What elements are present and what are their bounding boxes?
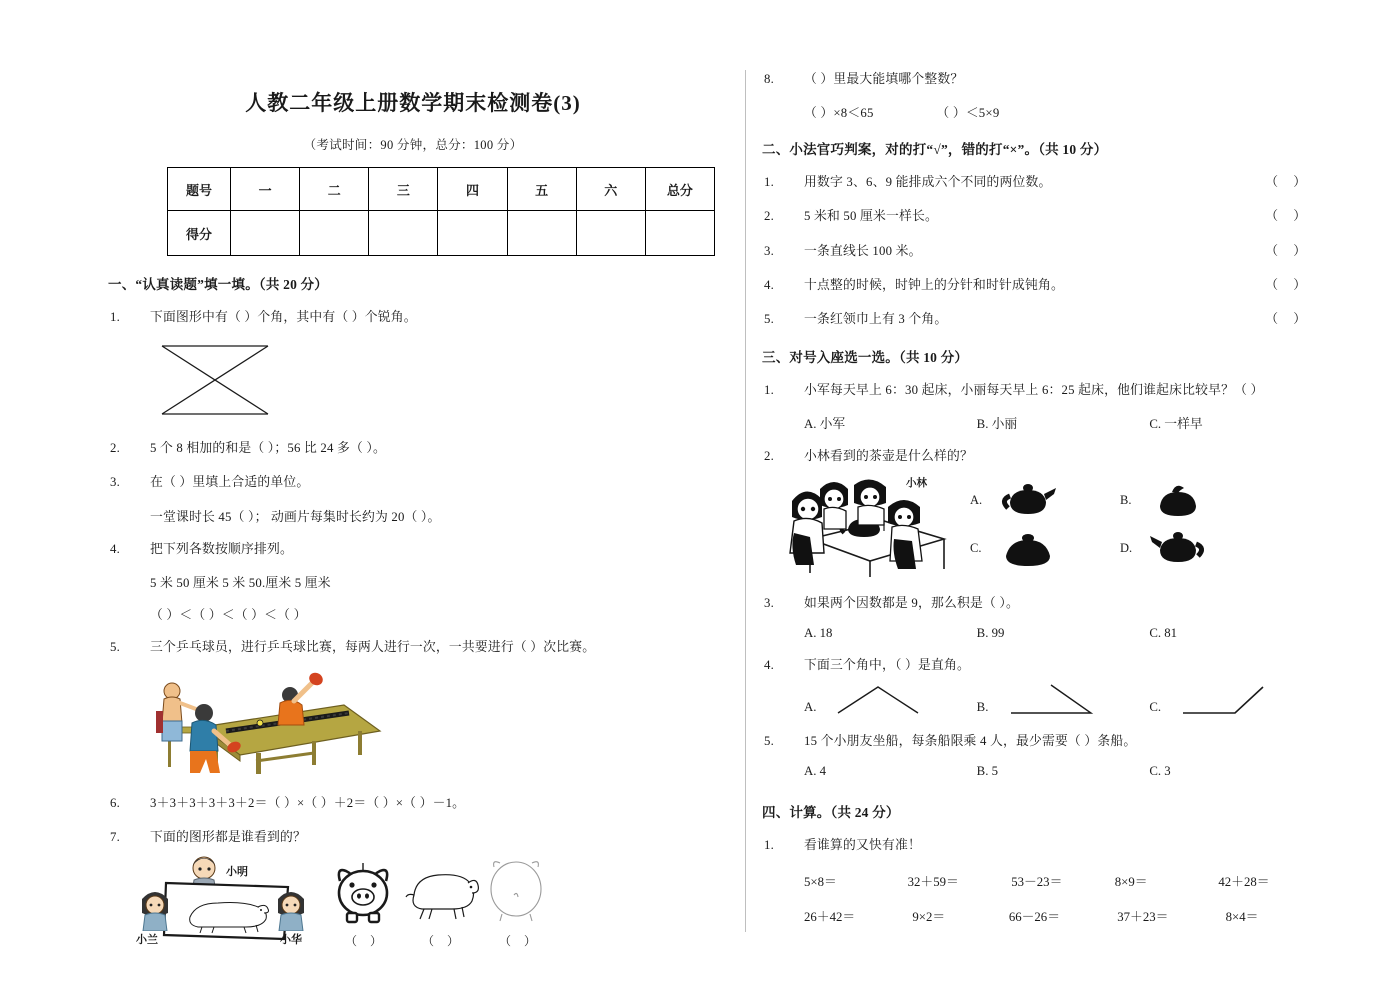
pig-front-view <box>330 859 402 949</box>
teapot-top-view-icon <box>1146 480 1208 522</box>
teapot-options <box>970 477 1270 573</box>
score-cell-4[interactable] <box>438 211 507 256</box>
section-3-heading: 三、对号入座选一选。（共 10 分） <box>762 350 969 366</box>
section3-question-3 <box>762 594 1322 613</box>
kids-around-picture <box>136 857 330 949</box>
option-b[interactable]: B. 99 <box>976 625 1005 640</box>
judge-answer-blank[interactable]: （ ） <box>1265 209 1312 224</box>
option-c[interactable]: C. 一样早 <box>1149 417 1203 432</box>
table-row-header <box>168 168 715 211</box>
score-table-col-1: 一 <box>231 168 300 211</box>
question-text: 如果两个因数都是 9，那么积是（ ）。 <box>804 595 1019 610</box>
label-xiaohua: 小华 <box>280 934 302 947</box>
section3-question-1-options <box>762 413 1322 432</box>
question-number: 3. <box>764 243 774 258</box>
score-cell-2[interactable] <box>300 211 369 256</box>
section1-question-3-line2: 一堂课时长 45（ ）； 动画片每集时长约为 20（ ）。 <box>150 509 441 524</box>
section-4-heading: 四、计算。（共 24 分） <box>762 805 900 821</box>
score-cell-total[interactable] <box>645 211 714 256</box>
question-number: 2. <box>110 441 120 456</box>
question-number: 3. <box>110 475 120 490</box>
question-number: 4. <box>764 277 774 292</box>
exam-subtitle: （考试时间：90 分钟，总分：100 分） <box>303 138 523 152</box>
section3-question-4 <box>762 656 1322 675</box>
label-xiaoming: 小明 <box>226 866 248 879</box>
section3-question-5-options <box>762 764 1322 779</box>
score-table-col-3: 三 <box>369 168 438 211</box>
score-table-row-label-2: 得分 <box>168 211 231 256</box>
section2-item-1 <box>762 173 1322 192</box>
calc-row-1 <box>762 871 1322 890</box>
pig-rear-view <box>484 859 556 949</box>
section2-item-4 <box>762 276 1322 295</box>
calc-row-2 <box>762 906 1322 925</box>
option-c[interactable]: C. 3 <box>1149 764 1171 779</box>
score-table-col-5: 五 <box>507 168 576 211</box>
option-letter-c: C. <box>1149 699 1162 714</box>
option-letter-b: B. <box>1120 493 1132 507</box>
section1-question-4 <box>108 540 718 559</box>
section1-question-6 <box>108 794 718 813</box>
table-row-score <box>168 211 715 256</box>
section3-question-3-options <box>762 626 1322 641</box>
section1-question-8-line2 <box>762 102 1322 121</box>
question-text: 十点整的时候，时钟上的分针和时针成钝角。 <box>804 277 1064 292</box>
section1-question-5 <box>108 638 718 657</box>
bowtie-angle-figure <box>156 341 718 424</box>
girl-xiaolan-icon <box>138 887 172 931</box>
section3-question-1 <box>762 381 1322 400</box>
section4-question-1 <box>762 836 1322 855</box>
section-2-heading: 二、小法官巧判案，对的打“√”，错的打“×”。（共 10 分） <box>762 142 1108 158</box>
angle-option-c[interactable] <box>1149 683 1322 717</box>
question-number: 2. <box>764 449 774 464</box>
calc-item[interactable]: 8×9＝ <box>1114 875 1148 890</box>
pig-side-answer[interactable]: （ ） <box>421 934 464 949</box>
inequality-b: （ ）＜5×9 <box>936 106 1000 121</box>
calc-item[interactable]: 37＋23＝ <box>1117 910 1169 925</box>
right-column <box>762 70 1322 925</box>
label-xiaolan: 小兰 <box>136 934 158 947</box>
pig-rear-answer[interactable]: （ ） <box>498 934 541 949</box>
teapot-side-spout-right-icon <box>996 480 1058 522</box>
section1-question-1 <box>108 308 718 327</box>
section1-question-2 <box>108 439 718 458</box>
question-text: 5 个 8 相加的和是（ ）；56 比 24 多（ ）。 <box>150 441 386 456</box>
question-number: 5. <box>764 311 774 326</box>
question-text: 下面的图形都是谁看到的？ <box>150 830 306 845</box>
calc-item[interactable]: 9×2＝ <box>912 910 946 925</box>
question-number: 1. <box>764 838 774 853</box>
pig-viewpoints-figure <box>136 857 718 949</box>
table-tennis-icon <box>144 669 384 774</box>
question-text: 小林看到的茶壶是什么样的？ <box>804 449 973 464</box>
teapot-option-a[interactable] <box>970 480 1120 522</box>
score-cell-3[interactable] <box>369 211 438 256</box>
bowtie-icon <box>156 341 274 419</box>
option-b[interactable]: B. 5 <box>976 764 999 779</box>
section1-question-7 <box>108 828 718 847</box>
question-text: 三个乒乓球员，进行乒乓球比赛，每两人进行一次，一共要进行（ ）次比赛。 <box>150 639 596 654</box>
question-number: 8. <box>764 72 774 86</box>
question-number: 1. <box>110 310 120 324</box>
pig-front-answer[interactable]: （ ） <box>344 934 387 949</box>
inequality-a: （ ）×8＜65 <box>804 106 874 121</box>
teapot-option-b[interactable] <box>1120 480 1270 522</box>
acute-angle-icon <box>834 683 926 717</box>
girl-xiaohua-icon <box>274 887 308 931</box>
question-text: 下面三个角中，（ ）是直角。 <box>804 657 970 672</box>
teapot-side-spout-left-icon <box>1146 528 1208 570</box>
option-letter-b: B. <box>976 699 989 714</box>
teapot-option-d[interactable] <box>1120 528 1270 570</box>
option-a[interactable]: A. 小军 <box>804 417 846 432</box>
pig-rear-icon <box>484 859 548 925</box>
option-letter-a: A. <box>970 493 983 507</box>
option-c[interactable]: C. 81 <box>1149 625 1178 640</box>
teapot-front-view-icon <box>996 528 1058 570</box>
score-cell-6[interactable] <box>576 211 645 256</box>
score-table-col-4: 四 <box>438 168 507 211</box>
option-letter-a: A. <box>804 699 817 714</box>
pig-side-view <box>402 859 484 949</box>
question-text: 小军每天早上 6：30 起床，小丽每天早上 6：25 起床，他们谁起床比较早？（ ） <box>804 383 1264 398</box>
pingpong-illustration <box>144 669 718 779</box>
question-text: 15 个小朋友坐船，每条船限乘 4 人，最少需要（ ）条船。 <box>804 733 1137 748</box>
page-title: 人教二年级上册数学期末检测卷(3) <box>245 91 581 115</box>
calc-item[interactable]: 66－26＝ <box>1008 910 1060 925</box>
section1-question-3 <box>108 473 718 492</box>
left-column <box>108 60 718 949</box>
question-number: 1. <box>764 175 774 190</box>
section-1-heading: 一、“认真读题”填一填。（共 20 分） <box>108 277 328 292</box>
question-number: 5. <box>110 639 120 654</box>
option-a[interactable]: A. 18 <box>804 625 833 640</box>
judge-answer-blank[interactable]: （ ） <box>1265 311 1312 326</box>
section2-item-5 <box>762 310 1322 329</box>
calc-item[interactable]: 26＋42＝ <box>804 910 856 925</box>
score-table <box>167 167 715 256</box>
question-number: 3. <box>764 595 774 610</box>
angle-option-a[interactable] <box>804 683 977 717</box>
calc-item[interactable]: 42＋28＝ <box>1218 875 1270 890</box>
calc-item[interactable]: 8×4＝ <box>1225 910 1259 925</box>
question-number: 4. <box>764 657 774 672</box>
option-b[interactable]: B. 小丽 <box>976 417 1018 432</box>
calc-item[interactable]: 53－23＝ <box>1011 875 1063 890</box>
option-letter-c: C. <box>970 541 982 555</box>
question-number: 5. <box>764 733 774 748</box>
question-number: 2. <box>764 209 774 224</box>
pig-side-icon <box>402 859 480 925</box>
angle-option-b[interactable] <box>977 683 1150 717</box>
score-table-row-label: 题号 <box>168 168 231 211</box>
question-text: 把下列各数按顺序排列。 <box>150 541 293 556</box>
question-text: 看谁算的又快有准！ <box>804 838 921 853</box>
score-table-col-total: 总分 <box>645 168 714 211</box>
calc-item[interactable]: 32＋59＝ <box>907 875 959 890</box>
judge-answer-blank[interactable]: （ ） <box>1265 175 1312 190</box>
column-divider <box>745 70 746 932</box>
section1-question-8 <box>762 70 1322 89</box>
question-text: 下面图形中有（ ）个角，其中有（ ）个锐角。 <box>150 310 417 324</box>
score-cell-5[interactable] <box>507 211 576 256</box>
question-number: 7. <box>110 830 120 845</box>
question-text: 在（ ）里填上合适的单位。 <box>150 475 310 490</box>
obtuse-angle-icon <box>1179 683 1271 717</box>
label-xiaolin: 小林 <box>906 477 927 489</box>
question-text: 用数字 3、6、9 能排成六个不同的两位数。 <box>804 175 1052 190</box>
question-number: 4. <box>110 541 120 556</box>
teapot-option-c[interactable] <box>970 528 1120 570</box>
question-text: （ ）里最大能填哪个整数？ <box>804 72 964 86</box>
section1-question-4-values: 5 米 50 厘米 5 米 50.厘米 5 厘米 <box>150 575 331 590</box>
pig-front-icon <box>330 859 396 925</box>
section3-question-2 <box>762 447 1322 466</box>
question-number: 1. <box>764 383 774 398</box>
judge-answer-blank[interactable]: （ ） <box>1265 277 1312 292</box>
calc-item[interactable]: 5×8＝ <box>804 875 837 890</box>
question-text: 一条红领巾上有 3 个角。 <box>804 311 948 326</box>
right-angle-icon <box>1007 683 1099 717</box>
section3-question-4-angle-options <box>762 683 1322 717</box>
children-table-icon <box>788 477 958 579</box>
teapot-question-figure <box>788 477 1322 579</box>
question-text: 5 米和 50 厘米一样长。 <box>804 209 938 224</box>
section1-question-4-answer-line: （ ）＜（ ）＜（ ）＜（ ） <box>150 607 307 622</box>
children-at-table-scene <box>788 477 958 579</box>
score-table-col-2: 二 <box>300 168 369 211</box>
question-number: 6. <box>110 795 120 810</box>
section2-item-2 <box>762 207 1322 226</box>
score-table-col-6: 六 <box>576 168 645 211</box>
judge-answer-blank[interactable]: （ ） <box>1265 243 1312 258</box>
option-a[interactable]: A. 4 <box>804 764 827 779</box>
section2-item-3 <box>762 242 1322 261</box>
section3-question-5 <box>762 732 1322 751</box>
question-text: 一条直线长 100 米。 <box>804 243 922 258</box>
question-text: 3＋3＋3＋3＋3＋2＝（ ）×（ ）＋2＝（ ）×（ ）－1。 <box>150 795 466 810</box>
score-cell-1[interactable] <box>231 211 300 256</box>
option-letter-d: D. <box>1120 541 1133 555</box>
